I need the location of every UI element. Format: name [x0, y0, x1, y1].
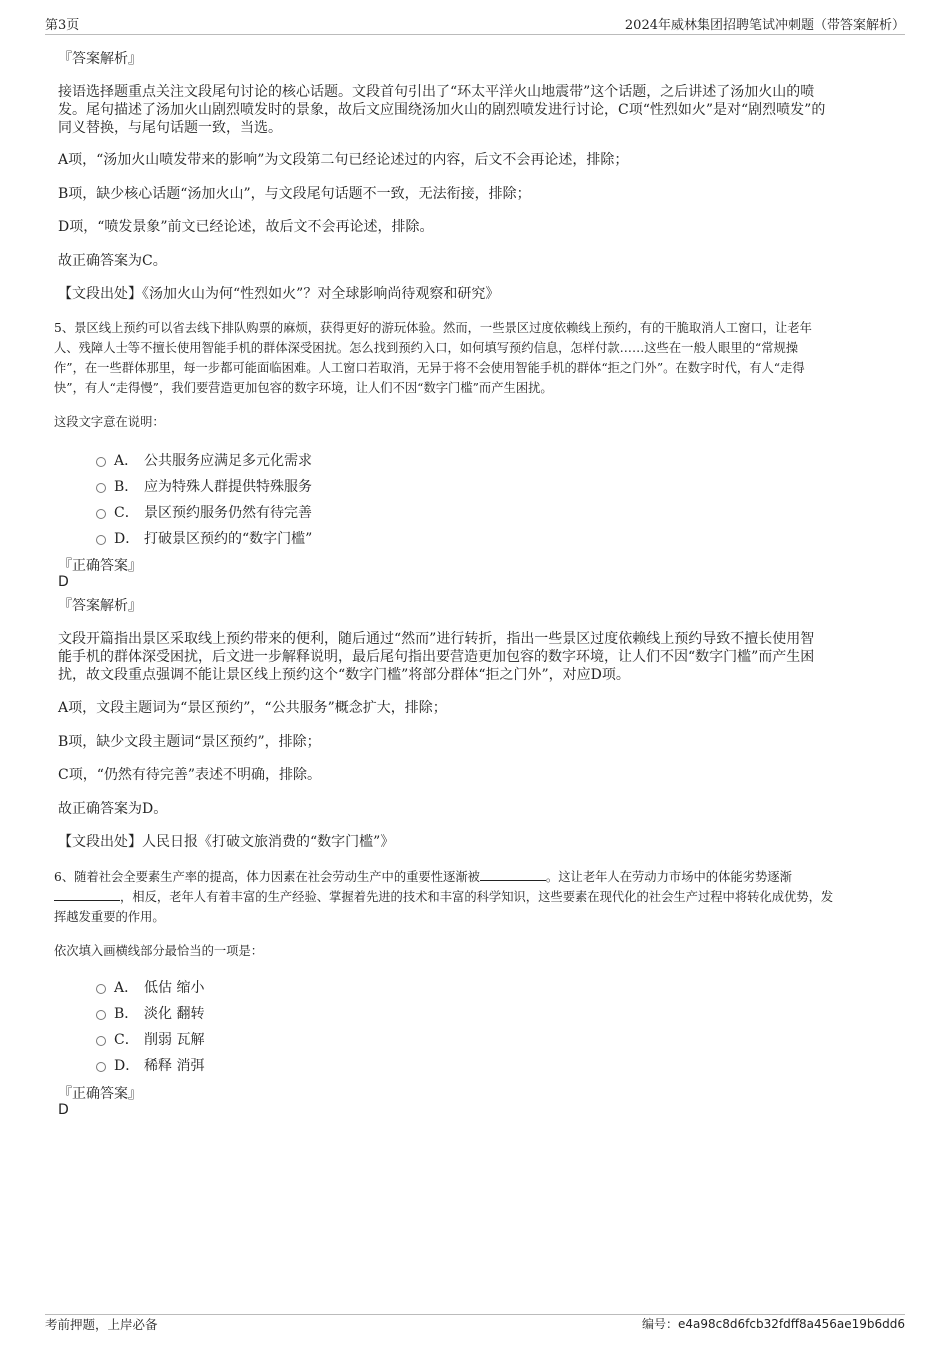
q5-answer-label: 『正确答案』 — [58, 558, 142, 574]
q5-option-c[interactable]: C． 景区预约服务仍然有待完善 — [96, 502, 312, 522]
q5-stem-line: 快”，有人“走得慢”，我们要营造更加包容的数字环境，让人们不因“数字门槛”而产生困扰。 — [54, 381, 553, 395]
q6-option-d[interactable]: D． 稀释 消弭 — [96, 1055, 204, 1075]
q4-analysis-line: 同义替换，与尾句话题一致，当选。 — [58, 120, 282, 136]
q5-stem-line: 作”，在一些群体那里，每一步都可能面临困难。人工窗口若取消，无异于将不会使用智能手机的群体“拒之门外”。在数字时代，有人“走得 — [54, 361, 805, 375]
radio-icon[interactable] — [96, 984, 106, 994]
q5-option-analysis: A项，文段主题词为“景区预约”，“公共服务”概念扩大，排除； — [58, 700, 447, 716]
q6-option-b[interactable]: B． 淡化 翻转 — [96, 1003, 204, 1023]
q6-option-c[interactable]: C． 削弱 瓦解 — [96, 1029, 204, 1049]
q5-analysis-line: 扰，故文段重点强调不能让景区线上预约这个“数字门槛”将部分群体“拒之门外”，对应D项。 — [58, 667, 630, 683]
radio-icon[interactable] — [96, 1010, 106, 1020]
q5-analysis-line: 文段开篇指出景区采取线上预约带来的便利，随后通过“然而”进行转折，指出一些景区过度依赖线上预约导致不擅长使用智 — [58, 631, 815, 647]
radio-icon[interactable] — [96, 535, 106, 545]
q4-analysis-line: 接语选择题重点关注文段尾句讨论的核心话题。文段首句引出了“环太平洋火山地震带”这个话题，之后讲述了汤加火山的喷 — [58, 84, 815, 100]
q4-option-analysis: A项，“汤加火山喷发带来的影响”为文段第二句已经论述过的内容，后文不会再论述，排除； — [58, 152, 629, 168]
q6-stem-line: 挥越发重要的作用。 — [54, 910, 165, 924]
radio-icon[interactable] — [96, 457, 106, 467]
q4-analysis-line: 发。尾句描述了汤加火山剧烈喷发时的景象，故后文应围绕汤加火山的剧烈喷发进行讨论，C项“性烈如火”是对“剧烈喷发”的 — [58, 102, 826, 118]
q5-option-d[interactable]: D． 打破景区预约的“数字门槛” — [96, 528, 312, 548]
page-footer — [45, 1314, 905, 1332]
radio-icon[interactable] — [96, 483, 106, 493]
page-header — [45, 14, 905, 35]
q4-option-analysis: B项，缺少核心话题“汤加火山”，与文段尾句话题不一致，无法衔接，排除； — [58, 186, 531, 202]
q5-conclusion: 故正确答案为D。 — [58, 801, 168, 817]
q5-answer: D — [58, 574, 69, 590]
q4-conclusion: 故正确答案为C。 — [58, 253, 167, 269]
footer-slogan: 考前押题，上岸必备 — [45, 1317, 158, 1332]
q6-stem-line: 6、随着社会全要素生产率的提高，体力因素在社会劳动生产中的重要性逐渐被 。这让老年人在劳动力市场中的体能劣势逐渐 — [54, 870, 792, 884]
q4-source: 【文段出处】《汤加火山为何“性烈如火”？对全球影响尚待观察和研究》 — [58, 286, 500, 302]
q5-option-analysis: C项，“仍然有待完善”表述不明确，排除。 — [58, 767, 322, 783]
q4-analysis-label: 『答案解析』 — [58, 51, 142, 67]
radio-icon[interactable] — [96, 1036, 106, 1046]
q5-prompt: 这段文字意在说明： — [54, 415, 165, 429]
q6-option-a[interactable]: A． 低估 缩小 — [96, 977, 204, 997]
q5-option-a[interactable]: A． 公共服务应满足多元化需求 — [96, 450, 312, 470]
q5-source: 【文段出处】人民日报《打破文旅消费的“数字门槛”》 — [58, 834, 395, 850]
radio-icon[interactable] — [96, 509, 106, 519]
q6-stem-line: ，相反，老年人有着丰富的生产经验、掌握着先进的技术和丰富的科学知识，这些要素在现代化的社会生产过程中将转化成优势，发 — [54, 888, 833, 906]
document-title: 2024年威林集团招聘笔试冲刺题（带答案解析） — [624, 18, 905, 33]
q5-analysis-label: 『答案解析』 — [58, 598, 142, 614]
q6-prompt: 依次填入画横线部分最恰当的一项是： — [54, 944, 264, 958]
page-number: 第3页 — [45, 18, 80, 33]
fill-blank — [480, 869, 546, 881]
radio-icon[interactable] — [96, 1062, 106, 1072]
fill-blank — [54, 889, 120, 901]
q5-option-analysis: B项，缺少文段主题词“景区预约”，排除； — [58, 734, 321, 750]
q6-answer-label: 『正确答案』 — [58, 1086, 142, 1102]
document-code: 编号：e4a98c8d6fcb32fdff8a456ae19b6dd6 — [642, 1317, 905, 1331]
q6-answer: D — [58, 1102, 69, 1118]
q5-analysis-line: 能手机的群体深受困扰，后文进一步解释说明，最后尾句指出要营造更加包容的数字环境，让人们不因“数字门槛”而产生困 — [58, 649, 815, 665]
q5-stem-line: 人、残障人士等不擅长使用智能手机的群体深受困扰。怎么找到预约入口，如何填写预约信息，怎样付款……这些在一般人眼里的“常规操 — [54, 341, 799, 355]
q4-option-analysis: D项，“喷发景象”前文已经论述，故后文不会再论述，排除。 — [58, 219, 434, 235]
q5-option-b[interactable]: B． 应为特殊人群提供特殊服务 — [96, 476, 312, 496]
q5-stem-line: 5、景区线上预约可以省去线下排队购票的麻烦，获得更好的游玩体验。然而，一些景区过度依赖线上预约，有的干脆取消人工窗口，让老年 — [54, 321, 812, 335]
